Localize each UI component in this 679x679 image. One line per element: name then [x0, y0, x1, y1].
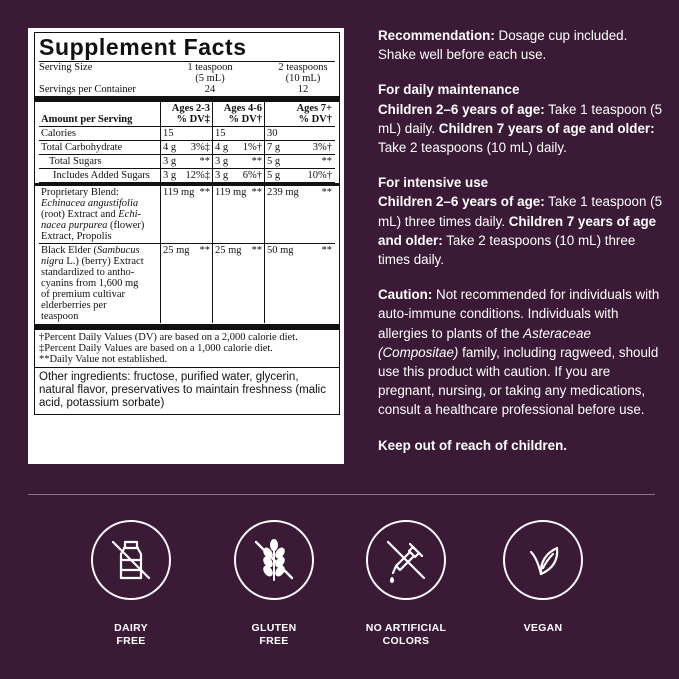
nutrient-row: [39, 169, 335, 183]
nutrient-name: Total Sugars: [49, 156, 102, 167]
no-artificial-colors-icon: [380, 534, 432, 586]
value: 4 g: [163, 142, 177, 153]
badge-no-artificial-colors: NO ARTIFICIAL COLORS: [361, 520, 451, 648]
elder-name: Black Elder (Sambucus nigra L.) (berry) Extract standardized to antho- cyanins from 1,600 mg of premium cultivar elderberries per teaspoon: [41, 245, 144, 322]
dv: 3%†: [312, 142, 332, 153]
nutrient-row: [39, 127, 335, 141]
col1-size-a: 1 teaspoon: [187, 62, 233, 73]
value: 15: [163, 128, 174, 139]
col1-servings: 24: [204, 84, 216, 95]
vegan-leaf-icon: [517, 534, 569, 586]
col2-size-a: 2 teaspoons: [278, 62, 328, 73]
dv: **: [199, 156, 210, 167]
badge-gluten-free: GLUTEN FREE: [229, 520, 319, 648]
badge-dairy-free: DAIRY FREE: [86, 520, 176, 648]
value: 5 g: [267, 156, 281, 167]
gluten-free-icon: [248, 534, 300, 586]
dv: 10%†: [307, 170, 332, 181]
age2-a: Ages 4-6: [223, 103, 262, 114]
col2-servings: 12: [297, 84, 309, 95]
divider: [28, 494, 655, 495]
recommendation: Recommendation: Dosage cup included. Shake well before each use.: [378, 28, 628, 63]
dv: 12%‡: [185, 170, 210, 181]
dv: 1%†: [242, 142, 262, 153]
black-elder-row: Black Elder (Sambucus nigra L.) (berry) Extract standardized to antho- cyanins from 1,600 mg of premium cultivar elderberries per teaspoon 25 mg ** 25 mg ** 50 mg **: [41, 245, 332, 322]
amount-label: Amount per Serving: [41, 114, 133, 125]
proprietary-blend-row: Proprietary Blend: Echinacea angustifolia (root) Extract and Echi- nacea purpurea (flower) Extract, Propolis 119 mg ** 119 mg ** 239 mg **: [39, 186, 335, 244]
dv: **: [321, 156, 332, 167]
amount-header-row: [39, 102, 335, 127]
daily-maintenance: For daily maintenance Children 2–6 years of age: Take 1 teaspoon (5 mL) daily. Children 7 years of age and older: Take 2 teaspoons (10 mL) daily.: [378, 82, 663, 156]
value: 4 g: [215, 142, 229, 153]
footnotes: [39, 330, 335, 367]
age1-a: Ages 2-3: [171, 103, 210, 114]
keep-out-warning: Keep out of reach of children.: [378, 437, 567, 453]
dv: 3%‡: [190, 142, 210, 153]
value: 7 g: [267, 142, 281, 153]
intensive-use: For intensive use Children 2–6 years of age: Take 1 teaspoon (5 mL) three times daily. Children 7 years of age and older: Take 2 teaspoons (10 mL) three times daily.: [378, 175, 663, 268]
age3-a: Ages 7+: [296, 103, 332, 114]
serving-size-label: Serving Size: [39, 62, 93, 73]
value: 3 g: [163, 156, 177, 167]
supplement-facts-label: [34, 32, 340, 415]
age3-b: % DV†: [298, 114, 332, 125]
col1-size-b: (5 mL): [195, 73, 225, 84]
age1-b: % DV‡: [176, 114, 210, 125]
serving-info: [39, 62, 335, 95]
value: 3 g: [215, 156, 229, 167]
col2-size-b: (10 mL): [285, 73, 321, 84]
badge-vegan: VEGAN: [498, 520, 588, 635]
value: 30: [267, 128, 278, 139]
value: 3 g: [215, 170, 229, 181]
nutrient-name: Includes Added Sugars: [53, 170, 150, 181]
footnote: ‡Percent Daily Values are based on a 1,000 calorie diet.: [39, 343, 273, 354]
value: 15: [215, 128, 226, 139]
servings-label: Servings per Container: [39, 84, 136, 95]
footnote: **Daily Value not established.: [39, 354, 168, 365]
value: 5 g: [267, 170, 281, 181]
caution: Caution: Not recommended for individuals with auto-immune conditions. Individuals with allergies to plants of the Asteraceae (Compositae) family, including ragweed, should use this product with caution. If you are pregnant, nursing, or taking any medications, consult a healthcare professional before use.: [378, 287, 660, 418]
nutrient-name: Calories: [41, 128, 76, 139]
nutrient-row: [39, 141, 335, 155]
dv: **: [251, 156, 262, 167]
facts-title: Supplement Facts: [39, 35, 335, 62]
directions-text: [378, 26, 664, 471]
value: 3 g: [163, 170, 177, 181]
blend-name: Proprietary Blend: Echinacea angustifolia (root) Extract and Echi- nacea purpurea (flower) Extract, Propolis: [41, 187, 145, 242]
nutrient-name: Total Carbohydrate: [41, 142, 123, 153]
dairy-free-icon: [105, 534, 157, 586]
age2-b: % DV†: [228, 114, 262, 125]
dv: 6%†: [242, 170, 262, 181]
footnote: †Percent Daily Values (DV) are based on a 2,000 calorie diet.: [39, 332, 298, 343]
other-ingredients: Other ingredients: fructose, purified water, glycerin, natural flavor, preservatives to maintain freshness (malic acid, potassium sorbate): [39, 371, 326, 409]
nutrient-row: [39, 155, 335, 169]
